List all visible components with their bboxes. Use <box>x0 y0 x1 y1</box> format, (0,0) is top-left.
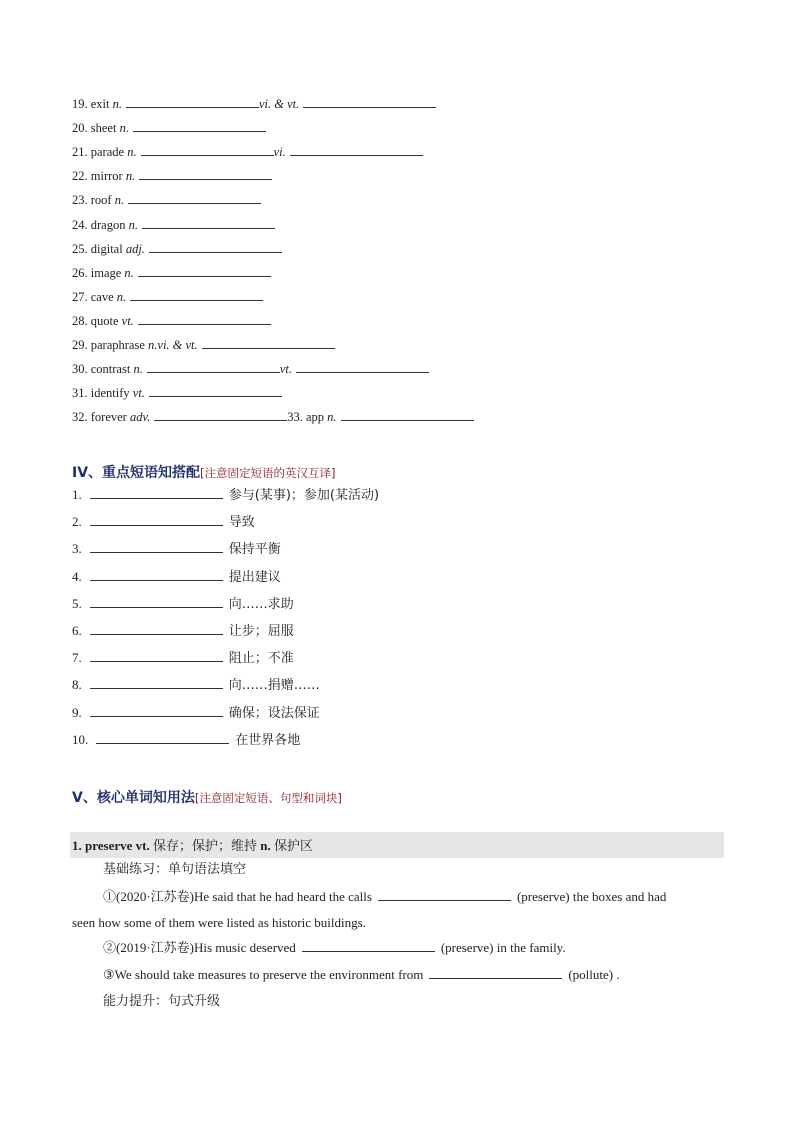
exercise-3-line <box>103 966 620 984</box>
answer-blank[interactable] <box>147 360 280 373</box>
vocab-item-v32 <box>72 408 478 425</box>
phrase-number: 2. <box>72 514 82 529</box>
vocab-word: 20. sheet <box>72 121 120 135</box>
vocab-word: 22. mirror <box>72 169 126 183</box>
phrase-chinese: 在世界各地 <box>235 733 301 748</box>
vocab-pos: n. <box>133 362 143 376</box>
vocab-item-v20 <box>72 119 270 136</box>
vocab-word: 25. digital <box>72 242 126 256</box>
section-iv-heading <box>72 462 336 482</box>
vocab-word: 26. image <box>72 266 125 280</box>
phrase-number: 8. <box>72 677 82 692</box>
phrase-chinese: 让步；屈服 <box>228 624 294 639</box>
phrase-chinese: 导致 <box>228 515 255 530</box>
section-v-heading <box>72 787 342 807</box>
answer-blank-secondary[interactable] <box>303 95 436 108</box>
phrase-item <box>72 486 379 505</box>
answer-blank-secondary[interactable] <box>290 143 423 156</box>
vocab-item-v25 <box>72 240 286 257</box>
phrase-answer-blank[interactable] <box>90 595 223 608</box>
vocab-item-v24 <box>72 216 279 233</box>
vocab-pos-secondary: vi. <box>273 145 286 159</box>
answer-blank[interactable] <box>139 167 272 180</box>
vocab-pos: vt. <box>132 386 145 400</box>
phrase-number: 3. <box>72 541 82 556</box>
vocab-pos: adv. <box>129 410 151 424</box>
vocab-word: 28. quote <box>72 314 122 328</box>
vocab-pos-secondary: n. <box>327 410 337 424</box>
vocab-word: 31. identify <box>72 386 133 400</box>
answer-blank[interactable] <box>149 384 282 397</box>
answer-blank[interactable] <box>149 240 282 253</box>
answer-blank[interactable] <box>126 95 259 108</box>
phrase-item <box>72 568 281 587</box>
answer-blank[interactable] <box>138 312 271 325</box>
phrase-number: 9. <box>72 705 82 720</box>
phrase-chinese: 向……求助 <box>228 597 294 612</box>
answer-blank[interactable] <box>138 264 271 277</box>
answer-blank[interactable] <box>130 288 263 301</box>
section-iv-title: IV、重点短语知搭配 <box>72 465 201 481</box>
phrase-number: 6. <box>72 623 82 638</box>
phrase-item <box>72 540 281 559</box>
vocab-word-secondary: 33. app <box>287 410 328 424</box>
word-header <box>72 835 313 854</box>
exercise-3-text-b: (pollute) . <box>568 967 620 982</box>
word-head: 1. preserve vt. <box>72 838 150 853</box>
answer-blank[interactable] <box>142 216 275 229</box>
phrase-answer-blank[interactable] <box>90 568 223 581</box>
exercise-2-text-b: (preserve) in the family. <box>440 940 566 955</box>
exercise-2-text-a: ②(2019·江苏卷)His music deserved <box>103 940 296 955</box>
exercise-2-blank[interactable] <box>302 939 435 952</box>
vocab-word: 29. paraphrase <box>72 338 149 352</box>
vocab-item-v29 <box>72 336 339 353</box>
vocab-word: 30. contrast <box>72 362 134 376</box>
vocab-pos: n. <box>116 290 127 304</box>
answer-blank-secondary[interactable] <box>341 408 474 421</box>
phrase-chinese: 提出建议 <box>228 570 281 585</box>
vocab-pos: n. <box>112 97 122 111</box>
phrase-answer-blank[interactable] <box>90 704 223 717</box>
answer-blank[interactable] <box>128 191 261 204</box>
vocab-item-v30 <box>72 360 433 377</box>
vocab-word: 24. dragon <box>72 218 129 232</box>
vocab-word: 27. cave <box>72 290 117 304</box>
phrase-item <box>72 622 294 641</box>
phrase-chinese: 保持平衡 <box>228 542 281 557</box>
section-v-note: [注意固定短语、句型和词块] <box>194 791 342 805</box>
vocab-pos: n. <box>124 266 134 280</box>
phrase-item <box>72 595 294 614</box>
phrase-item <box>72 704 320 723</box>
vocab-pos: n. <box>128 218 138 232</box>
vocab-pos: vt. <box>121 314 134 328</box>
vocab-item-v21 <box>72 143 427 160</box>
vocab-word: 19. exit <box>72 97 113 111</box>
answer-blank[interactable] <box>154 408 287 421</box>
phrase-answer-blank[interactable] <box>96 731 229 744</box>
answer-blank-secondary[interactable] <box>296 360 429 373</box>
answer-blank[interactable] <box>202 336 335 349</box>
vocab-pos: n. <box>119 121 129 135</box>
exercise-1-text-a: ①(2020·江苏卷)He said that he had heard the calls <box>103 889 372 904</box>
phrase-item <box>72 649 294 668</box>
vocab-item-v22 <box>72 167 276 184</box>
answer-blank[interactable] <box>133 119 266 132</box>
vocab-item-v31 <box>72 384 286 401</box>
vocab-pos: n. <box>125 169 136 183</box>
advance-practice-label: 能力提升：句式升级 <box>103 994 221 1009</box>
phrase-number: 5. <box>72 596 82 611</box>
phrase-number: 1. <box>72 487 82 502</box>
phrase-answer-blank[interactable] <box>90 622 223 635</box>
phrase-answer-blank[interactable] <box>90 486 223 499</box>
exercise-3-text-a: ③We should take measures to preserve the environment from <box>103 967 424 982</box>
phrase-chinese: 确保；设法保证 <box>228 706 320 721</box>
exercise-1-line <box>103 888 666 906</box>
word-meaning: 保存；保护；维持 <box>152 839 257 854</box>
basic-practice-label: 基础练习：单句语法填空 <box>103 862 247 877</box>
phrase-item <box>72 513 255 532</box>
vocab-word: 21. parade <box>72 145 128 159</box>
section-iv-note: [注意固定短语的英汉互译] <box>200 466 336 480</box>
vocab-word: 32. forever <box>72 410 130 424</box>
vocab-pos-secondary: vt. <box>279 362 292 376</box>
exercise-3-blank[interactable] <box>429 966 562 979</box>
phrase-item <box>72 731 300 750</box>
phrase-number: 4. <box>72 569 82 584</box>
word-n-meaning: 保护区 <box>273 839 313 854</box>
vocab-pos: adj. <box>125 242 145 256</box>
vocab-word: 23. roof <box>72 193 115 207</box>
phrase-answer-blank[interactable] <box>90 649 223 662</box>
vocab-item-v28 <box>72 312 275 329</box>
vocab-item-v26 <box>72 264 275 281</box>
phrase-answer-blank[interactable] <box>90 513 223 526</box>
phrase-number: 10. <box>72 732 89 747</box>
vocab-pos: n. <box>114 193 125 207</box>
phrase-item <box>72 676 320 695</box>
vocab-item-v23 <box>72 191 265 208</box>
exercise-1-text-b: (preserve) the boxes and had <box>516 889 667 904</box>
exercise-1-continued: seen how some of them were listed as historic buildings. <box>72 915 366 930</box>
section-v-title: V、核心单词知用法 <box>72 790 195 806</box>
vocab-pos: n.vi. & vt. <box>148 338 198 352</box>
phrase-answer-blank[interactable] <box>90 540 223 553</box>
vocab-item-v27 <box>72 288 267 305</box>
exercise-2-line <box>103 939 566 957</box>
vocab-item-v19 <box>72 95 440 112</box>
phrase-chinese: 阻止；不准 <box>228 651 294 666</box>
vocab-pos: n. <box>127 145 137 159</box>
word-n-label: n. <box>260 838 271 853</box>
vocab-pos-secondary: vi. & vt. <box>259 97 300 111</box>
answer-blank[interactable] <box>141 143 274 156</box>
phrase-chinese: 参与(某事)；参加(某活动) <box>228 488 380 503</box>
exercise-1-blank[interactable] <box>378 888 511 901</box>
phrase-chinese: 向……捐赠…… <box>228 678 320 693</box>
phrase-answer-blank[interactable] <box>90 676 223 689</box>
phrase-number: 7. <box>72 650 82 665</box>
